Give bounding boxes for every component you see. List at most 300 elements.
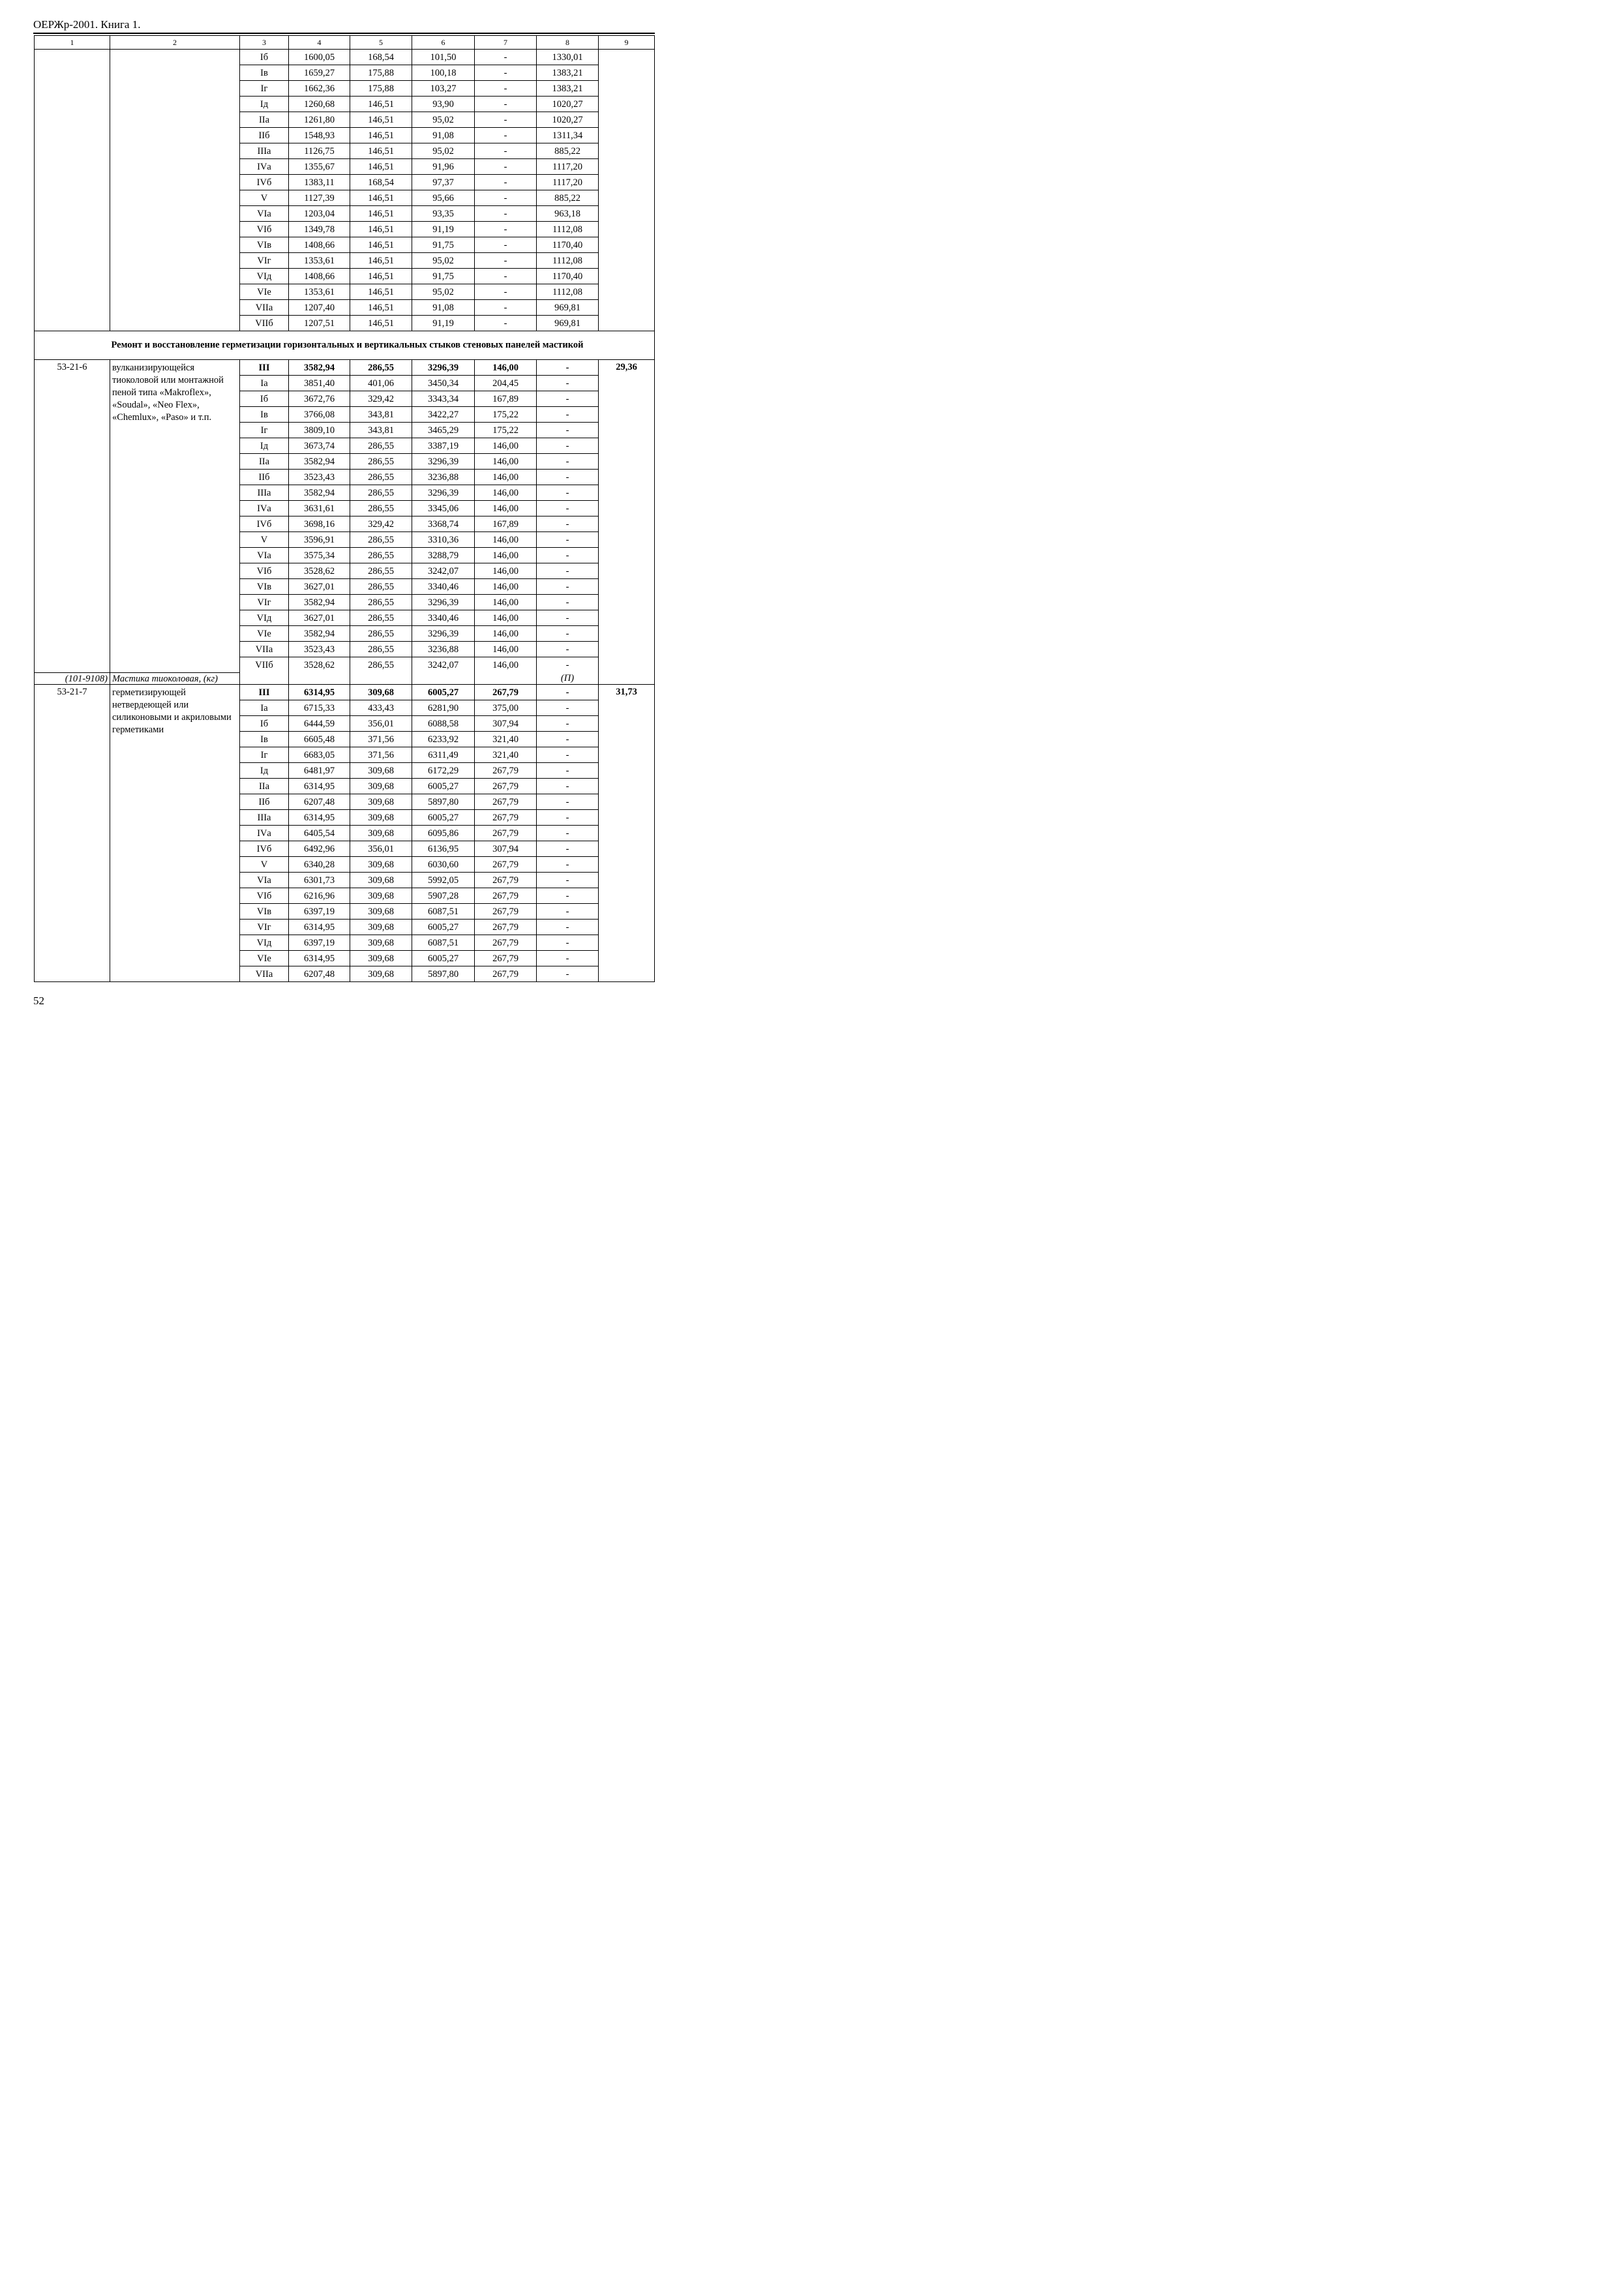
cell-c3: V xyxy=(240,532,289,548)
page-header-title: ОЕРЖр-2001. Книга 1. xyxy=(33,18,141,31)
cell-c8: - xyxy=(537,391,599,407)
rates-table xyxy=(34,35,655,982)
cell-c5: 146,51 xyxy=(350,284,412,300)
cell-c5: 146,51 xyxy=(350,269,412,284)
cell-c4: 3523,43 xyxy=(289,470,350,485)
cell-c6: 3296,39 xyxy=(412,360,475,376)
cell-c5: 309,68 xyxy=(350,826,412,841)
cell-c8: - xyxy=(537,626,599,642)
cell-c8: - xyxy=(537,454,599,470)
cell-c8: - xyxy=(537,763,599,779)
cell-c3: VIг xyxy=(240,920,289,935)
cell-c3: IVа xyxy=(240,159,289,175)
cell-c6: 3296,39 xyxy=(412,595,475,610)
cell-c6: 91,19 xyxy=(412,222,475,237)
cell-c7: 267,79 xyxy=(475,685,537,700)
cell-c8: 1112,08 xyxy=(537,222,599,237)
cell-c7: - xyxy=(475,300,537,316)
col9-cell: 31,73 xyxy=(599,685,655,982)
cell-c7: 146,00 xyxy=(475,610,537,626)
cell-c4: 3575,34 xyxy=(289,548,350,563)
code-cell xyxy=(35,50,110,331)
cell-c4: 6301,73 xyxy=(289,873,350,888)
cell-c5: 433,43 xyxy=(350,700,412,716)
cell-c4: 3672,76 xyxy=(289,391,350,407)
column-number: 3 xyxy=(240,36,289,50)
cell-c6: 6095,86 xyxy=(412,826,475,841)
cell-c7: 267,79 xyxy=(475,935,537,951)
cell-c5: 175,88 xyxy=(350,65,412,81)
material-name: Мастика тиоколовая, (кг) xyxy=(110,673,240,685)
cell-c8: - xyxy=(537,794,599,810)
cell-c7: 167,89 xyxy=(475,516,537,532)
cell-c7: - xyxy=(475,65,537,81)
cell-c8: - xyxy=(537,563,599,579)
cell-c8: 1170,40 xyxy=(537,269,599,284)
cell-c5: 146,51 xyxy=(350,143,412,159)
cell-c5: 309,68 xyxy=(350,920,412,935)
cell-c4: 6340,28 xyxy=(289,857,350,873)
cell-c7: 146,00 xyxy=(475,563,537,579)
cell-c7: - xyxy=(475,175,537,190)
cell-c7: 267,79 xyxy=(475,779,537,794)
cell-c5: 309,68 xyxy=(350,857,412,873)
cell-c6: 6005,27 xyxy=(412,920,475,935)
cell-c4: 1207,51 xyxy=(289,316,350,331)
cell-c4: 6715,33 xyxy=(289,700,350,716)
cell-c5: 309,68 xyxy=(350,810,412,826)
cell-c3: Iд xyxy=(240,97,289,112)
cell-c3: VIб xyxy=(240,888,289,904)
cell-c7: 146,00 xyxy=(475,360,537,376)
cell-c5: 371,56 xyxy=(350,747,412,763)
cell-c6: 100,18 xyxy=(412,65,475,81)
cell-c5: 146,51 xyxy=(350,237,412,253)
cell-c6: 3242,07 xyxy=(412,563,475,579)
cell-c4: 1349,78 xyxy=(289,222,350,237)
cell-c8: - xyxy=(537,779,599,794)
cell-c8: - xyxy=(537,857,599,873)
cell-c7: 267,79 xyxy=(475,873,537,888)
cell-c3: Iв xyxy=(240,732,289,747)
cell-c4: 1261,80 xyxy=(289,112,350,128)
header-rule xyxy=(33,33,655,34)
cell-c7: 267,79 xyxy=(475,857,537,873)
cell-c3: VIд xyxy=(240,935,289,951)
section-heading-row xyxy=(35,331,655,360)
cell-c3: VIIа xyxy=(240,642,289,657)
cell-c4: 3766,08 xyxy=(289,407,350,423)
cell-c3: IIб xyxy=(240,128,289,143)
cell-c7: - xyxy=(475,253,537,269)
cell-c5: 168,54 xyxy=(350,175,412,190)
cell-c3: VIа xyxy=(240,873,289,888)
cell-c7: - xyxy=(475,206,537,222)
cell-c5: 286,55 xyxy=(350,438,412,454)
cell-c5: 329,42 xyxy=(350,391,412,407)
column-number: 2 xyxy=(110,36,240,50)
cell-c4: 3528,62 xyxy=(289,563,350,579)
cell-c7: 267,79 xyxy=(475,904,537,920)
cell-c4: 6683,05 xyxy=(289,747,350,763)
cell-c4: 1548,93 xyxy=(289,128,350,143)
cell-c5: 286,55 xyxy=(350,563,412,579)
cell-c8: - xyxy=(537,732,599,747)
cell-c7: 146,00 xyxy=(475,470,537,485)
cell-c5: 286,55 xyxy=(350,595,412,610)
cell-c4: 1408,66 xyxy=(289,269,350,284)
cell-c8: - xyxy=(537,438,599,454)
column-number: 4 xyxy=(289,36,350,50)
cell-c7: - xyxy=(475,269,537,284)
cell-c4: 6397,19 xyxy=(289,904,350,920)
cell-c6: 3236,88 xyxy=(412,642,475,657)
cell-c4: 1127,39 xyxy=(289,190,350,206)
cell-c5: 309,68 xyxy=(350,685,412,700)
cell-c6: 6136,95 xyxy=(412,841,475,857)
table-body xyxy=(35,36,655,982)
cell-c3: Iб xyxy=(240,50,289,65)
cell-c5: 286,55 xyxy=(350,657,412,673)
cell-c7: 146,00 xyxy=(475,626,537,642)
column-number: 6 xyxy=(412,36,475,50)
cell-c4: 1126,75 xyxy=(289,143,350,159)
cell-c7: 267,79 xyxy=(475,966,537,982)
cell-c6: 3296,39 xyxy=(412,454,475,470)
cell-c8: 885,22 xyxy=(537,190,599,206)
cell-c6: 3343,34 xyxy=(412,391,475,407)
cell-c6: 6172,29 xyxy=(412,763,475,779)
cell-c6: 3340,46 xyxy=(412,579,475,595)
cell-c3: VIб xyxy=(240,563,289,579)
col9-cell xyxy=(599,50,655,331)
cell-c5: 309,68 xyxy=(350,763,412,779)
cell-c4: 3809,10 xyxy=(289,423,350,438)
cell-c3: III xyxy=(240,360,289,376)
cell-c7: 146,00 xyxy=(475,642,537,657)
cell-c3: VIIа xyxy=(240,300,289,316)
cell-c7: 167,89 xyxy=(475,391,537,407)
cell-c7: 146,00 xyxy=(475,532,537,548)
cell-c4: 3582,94 xyxy=(289,595,350,610)
cell-c7: - xyxy=(475,143,537,159)
cell-c6: 3450,34 xyxy=(412,376,475,391)
cell-c7: 146,00 xyxy=(475,485,537,501)
cell-c5: 146,51 xyxy=(350,128,412,143)
cell-c4: 3582,94 xyxy=(289,454,350,470)
cell-c6: 5897,80 xyxy=(412,794,475,810)
cell-c4: 6314,95 xyxy=(289,685,350,700)
cell-c8: 1311,34 xyxy=(537,128,599,143)
cell-c3: VIIб xyxy=(240,316,289,331)
cell-c7: 146,00 xyxy=(475,438,537,454)
cell-c6: 3288,79 xyxy=(412,548,475,563)
material-unit-cell: (П) xyxy=(537,673,599,685)
cell-c6: 3236,88 xyxy=(412,470,475,485)
cell-c3: VIа xyxy=(240,206,289,222)
cell-c8: - xyxy=(537,470,599,485)
cell-c3: III xyxy=(240,685,289,700)
cell-c4: 6207,48 xyxy=(289,794,350,810)
cell-c3: IVа xyxy=(240,501,289,516)
cell-c7: 321,40 xyxy=(475,747,537,763)
cell-c6: 3345,06 xyxy=(412,501,475,516)
cell-c3: IVб xyxy=(240,841,289,857)
cell-c4: 6405,54 xyxy=(289,826,350,841)
cell-c8: - xyxy=(537,595,599,610)
cell-c3: VIв xyxy=(240,579,289,595)
cell-c4: 3631,61 xyxy=(289,501,350,516)
page-number: 52 xyxy=(33,995,44,1007)
cell-c3: V xyxy=(240,190,289,206)
cell-c5: 329,42 xyxy=(350,516,412,532)
cell-c3: V xyxy=(240,857,289,873)
cell-c4: 6207,48 xyxy=(289,966,350,982)
cell-c5: 286,55 xyxy=(350,360,412,376)
cell-c8: - xyxy=(537,685,599,700)
cell-c6: 91,96 xyxy=(412,159,475,175)
cell-c3: Iд xyxy=(240,438,289,454)
cell-c7: - xyxy=(475,97,537,112)
cell-c6: 3368,74 xyxy=(412,516,475,532)
cell-c3: IIIа xyxy=(240,143,289,159)
cell-c4: 3596,91 xyxy=(289,532,350,548)
cell-c7: - xyxy=(475,50,537,65)
cell-c3: IIа xyxy=(240,779,289,794)
cell-c6: 6005,27 xyxy=(412,685,475,700)
cell-c4: 3582,94 xyxy=(289,360,350,376)
cell-c5: 356,01 xyxy=(350,841,412,857)
cell-c8: 963,18 xyxy=(537,206,599,222)
cell-c8: 1383,21 xyxy=(537,65,599,81)
code-cell: 53-21-6 xyxy=(35,360,110,673)
cell-c8: - xyxy=(537,810,599,826)
cell-c8: 1020,27 xyxy=(537,97,599,112)
cell-c3: VIе xyxy=(240,626,289,642)
description-cell xyxy=(110,50,240,331)
cell-c6: 6005,27 xyxy=(412,779,475,794)
cell-c7: - xyxy=(475,112,537,128)
cell-c5: 401,06 xyxy=(350,376,412,391)
material-row xyxy=(35,673,655,685)
section-title: Ремонт и восстановление герметизации горизонтальных и вертикальных стыков стеновых панелей мастикой xyxy=(110,331,655,360)
cell-c5: 286,55 xyxy=(350,470,412,485)
cell-c6: 6005,27 xyxy=(412,951,475,966)
cell-c5: 286,55 xyxy=(350,626,412,642)
cell-c4: 1353,61 xyxy=(289,284,350,300)
cell-c6: 3387,19 xyxy=(412,438,475,454)
cell-c6: 97,37 xyxy=(412,175,475,190)
cell-c7: 204,45 xyxy=(475,376,537,391)
table-row xyxy=(35,685,655,700)
cell-c5: 343,81 xyxy=(350,423,412,438)
cell-c6: 95,02 xyxy=(412,253,475,269)
cell-c4: 1355,67 xyxy=(289,159,350,175)
cell-c8: - xyxy=(537,548,599,563)
cell-c3: Iб xyxy=(240,716,289,732)
cell-c6: 95,66 xyxy=(412,190,475,206)
cell-c6: 91,75 xyxy=(412,269,475,284)
cell-c3: VIв xyxy=(240,237,289,253)
cell-c4: 6605,48 xyxy=(289,732,350,747)
cell-c8: - xyxy=(537,516,599,532)
cell-c5: 146,51 xyxy=(350,97,412,112)
cell-c8: - xyxy=(537,360,599,376)
cell-c6: 91,19 xyxy=(412,316,475,331)
cell-c4: 1600,05 xyxy=(289,50,350,65)
cell-c8: - xyxy=(537,826,599,841)
cell-c6: 91,08 xyxy=(412,300,475,316)
cell-c7: 175,22 xyxy=(475,407,537,423)
cell-c8: - xyxy=(537,532,599,548)
cell-c8: - xyxy=(537,873,599,888)
cell-c5: 343,81 xyxy=(350,407,412,423)
cell-c7: 146,00 xyxy=(475,454,537,470)
cell-c8: - xyxy=(537,841,599,857)
cell-c5: 146,51 xyxy=(350,300,412,316)
cell-c4: 3627,01 xyxy=(289,579,350,595)
cell-c5: 168,54 xyxy=(350,50,412,65)
cell-c8: - xyxy=(537,423,599,438)
cell-c8: 969,81 xyxy=(537,300,599,316)
cell-c6: 3296,39 xyxy=(412,626,475,642)
cell-c3: Iг xyxy=(240,81,289,97)
cell-c8: 1170,40 xyxy=(537,237,599,253)
cell-c4: 1408,66 xyxy=(289,237,350,253)
cell-c8: - xyxy=(537,966,599,982)
cell-c7: 307,94 xyxy=(475,841,537,857)
cell-c5: 175,88 xyxy=(350,81,412,97)
cell-c6: 91,08 xyxy=(412,128,475,143)
cell-c7: - xyxy=(475,128,537,143)
cell-c3: IIIа xyxy=(240,485,289,501)
cell-c3: IVб xyxy=(240,516,289,532)
cell-c4: 3528,62 xyxy=(289,657,350,673)
cell-c6: 3340,46 xyxy=(412,610,475,626)
cell-c3: Iв xyxy=(240,407,289,423)
cell-c7: 267,79 xyxy=(475,951,537,966)
col9-cell: 29,36 xyxy=(599,360,655,685)
cell-c7: 146,00 xyxy=(475,657,537,673)
cell-c8: - xyxy=(537,747,599,763)
cell-c3: IIб xyxy=(240,794,289,810)
cell-c7: 267,79 xyxy=(475,810,537,826)
cell-c4: 1353,61 xyxy=(289,253,350,269)
cell-c7: 267,79 xyxy=(475,888,537,904)
cell-c6: 6005,27 xyxy=(412,810,475,826)
cell-c3: IIа xyxy=(240,454,289,470)
cell-c6: 5897,80 xyxy=(412,966,475,982)
column-number: 9 xyxy=(599,36,655,50)
column-number: 7 xyxy=(475,36,537,50)
cell-c7: - xyxy=(475,159,537,175)
cell-c4: 6397,19 xyxy=(289,935,350,951)
cell-c8: 885,22 xyxy=(537,143,599,159)
cell-c6: 6087,51 xyxy=(412,904,475,920)
cell-c6: 5992,05 xyxy=(412,873,475,888)
cell-c5: 309,68 xyxy=(350,966,412,982)
cell-c4: 3627,01 xyxy=(289,610,350,626)
cell-c5: 309,68 xyxy=(350,873,412,888)
cell-c3: VIе xyxy=(240,284,289,300)
cell-c7: 375,00 xyxy=(475,700,537,716)
cell-c3: IIа xyxy=(240,112,289,128)
cell-c8: - xyxy=(537,579,599,595)
cell-c6: 5907,28 xyxy=(412,888,475,904)
cell-c7: 267,79 xyxy=(475,920,537,935)
cell-c3: IVб xyxy=(240,175,289,190)
cell-c5: 146,51 xyxy=(350,159,412,175)
cell-c7: 307,94 xyxy=(475,716,537,732)
cell-c4: 1203,04 xyxy=(289,206,350,222)
cell-c8: 969,81 xyxy=(537,316,599,331)
cell-c8: - xyxy=(537,920,599,935)
cell-c8: 1383,21 xyxy=(537,81,599,97)
cell-c4: 1383,11 xyxy=(289,175,350,190)
column-numbers-row xyxy=(35,36,655,50)
section-blank xyxy=(35,331,110,360)
cell-c6: 6087,51 xyxy=(412,935,475,951)
description-cell: герметизирующей нетвердеющей или силиконовыми и акриловыми герметиками xyxy=(110,685,240,982)
cell-c7: 146,00 xyxy=(475,501,537,516)
cell-c6: 3465,29 xyxy=(412,423,475,438)
table-row xyxy=(35,360,655,376)
cell-c3: VIб xyxy=(240,222,289,237)
cell-c8: - xyxy=(537,657,599,673)
cell-c8: - xyxy=(537,407,599,423)
cell-c3: VIд xyxy=(240,610,289,626)
cell-c5: 309,68 xyxy=(350,951,412,966)
cell-c3: Iа xyxy=(240,376,289,391)
cell-c6: 91,75 xyxy=(412,237,475,253)
cell-c6: 101,50 xyxy=(412,50,475,65)
cell-c5: 286,55 xyxy=(350,642,412,657)
cell-c7: 267,79 xyxy=(475,826,537,841)
cell-c3: Iг xyxy=(240,423,289,438)
cell-c5: 286,55 xyxy=(350,485,412,501)
cell-c5: 309,68 xyxy=(350,935,412,951)
cell-c5: 356,01 xyxy=(350,716,412,732)
cell-c8: - xyxy=(537,951,599,966)
cell-c4: 6314,95 xyxy=(289,810,350,826)
cell-c5: 146,51 xyxy=(350,222,412,237)
cell-c3: VIIб xyxy=(240,657,289,673)
cell-c4: 3523,43 xyxy=(289,642,350,657)
cell-c6: 6233,92 xyxy=(412,732,475,747)
cell-c6: 95,02 xyxy=(412,112,475,128)
cell-c7: - xyxy=(475,222,537,237)
cell-c5: 286,55 xyxy=(350,548,412,563)
cell-c8: - xyxy=(537,904,599,920)
cell-c5: 146,51 xyxy=(350,206,412,222)
cell-c3: Iв xyxy=(240,65,289,81)
cell-c6: 93,35 xyxy=(412,206,475,222)
cell-c7: 321,40 xyxy=(475,732,537,747)
cell-c3: IIIа xyxy=(240,810,289,826)
cell-c4: 6492,96 xyxy=(289,841,350,857)
cell-c4: 1662,36 xyxy=(289,81,350,97)
cell-c6: 95,02 xyxy=(412,143,475,159)
empty-cell xyxy=(475,673,537,685)
cell-c4: 6314,95 xyxy=(289,951,350,966)
cell-c8: - xyxy=(537,700,599,716)
cell-c3: Iа xyxy=(240,700,289,716)
cell-c3: IIб xyxy=(240,470,289,485)
cell-c5: 309,68 xyxy=(350,779,412,794)
empty-cell xyxy=(240,673,289,685)
cell-c3: IVа xyxy=(240,826,289,841)
cell-c7: 146,00 xyxy=(475,579,537,595)
